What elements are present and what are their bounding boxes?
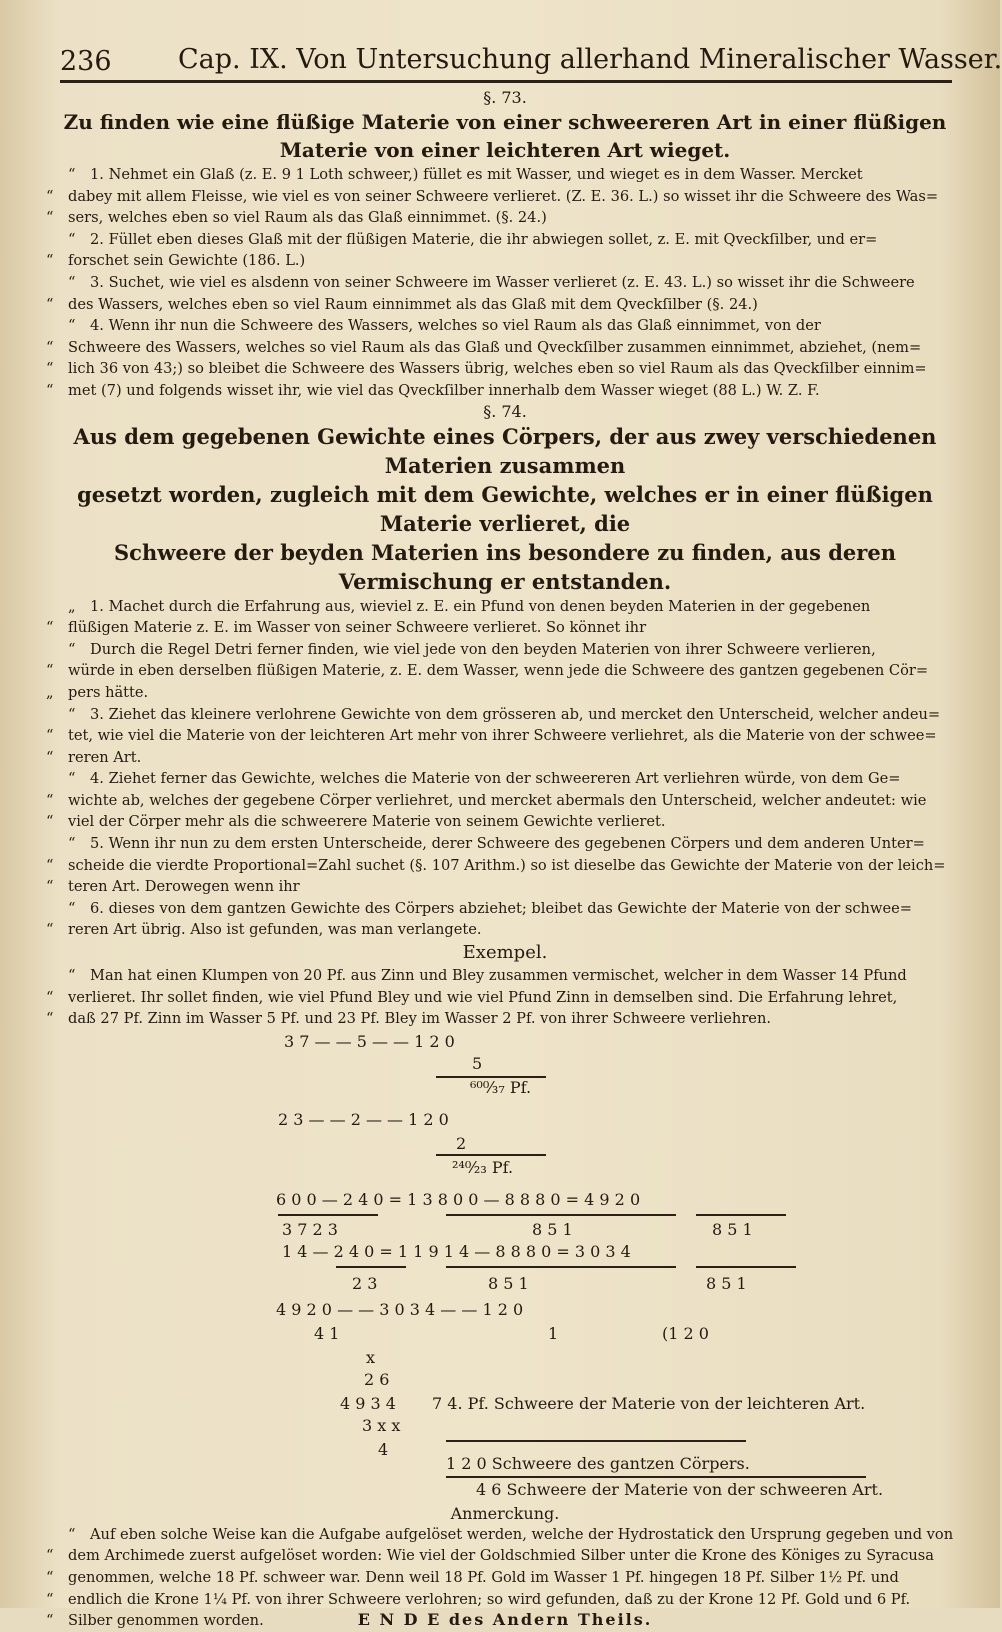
calc-row: 2 6 bbox=[364, 1369, 390, 1389]
fraction-bar bbox=[446, 1476, 866, 1478]
section-73-text bbox=[46, 164, 964, 402]
calc-row: x bbox=[366, 1347, 376, 1367]
fraction-bar bbox=[696, 1266, 796, 1268]
section-74-text bbox=[46, 596, 964, 942]
calc-row: 6 0 0 — 2 4 0 = 1 3 8 0 0 — 8 8 8 0 = 4 9 2 0 bbox=[276, 1189, 641, 1209]
fraction-bar bbox=[446, 1266, 676, 1268]
calc-row: 2 3 bbox=[352, 1273, 378, 1293]
text-line: “ 4. Ziehet ferner das Gewichte, welches die Materie von der schweereren Art verliehren würde, von dem Ge= bbox=[68, 770, 901, 788]
text-line: “ met (7) und folgends wisset ihr, wie viel das Qveckſilber innerhalb dem Wasser wieget (88 L.) W. Z. F. bbox=[46, 381, 820, 399]
fraction-bar bbox=[336, 1266, 406, 1268]
calc-row: (1 2 0 bbox=[662, 1323, 709, 1343]
calc-row: 7 4. Pf. Schweere der Materie von der leichteren Art. bbox=[432, 1393, 866, 1413]
page-body bbox=[46, 88, 964, 1629]
text-line: “ scheide die vierdte Proportional=Zahl suchet (§. 107 Arithm.) so ist dieselbe das Gewichte der Materie von der leich= bbox=[46, 856, 946, 874]
text-line: “ Durch die Regel Detri ferner finden, wie viel jede von den beyden Materien von ihrer Schweere verlieren, bbox=[68, 640, 876, 658]
fraction-bar bbox=[436, 1154, 546, 1156]
section-number-74: §. 74. bbox=[483, 401, 527, 421]
fraction-bar bbox=[278, 1214, 378, 1216]
text-line: “ wichte ab, welches der gegebene Cörper verliehret, und mercket abermals den Unterscheid, welcher andeutet: wie bbox=[46, 791, 927, 809]
calc-row: 4 1 bbox=[314, 1323, 340, 1343]
text-line: “ 1. Nehmet ein Glaß (z. E. 9 1 Loth schweer,) füllet es mit Wasser, und wieget es in dem Wasser. Mercket bbox=[68, 166, 863, 183]
text-line: “ reren Art übrig. Also ist gefunden, was man verlangete. bbox=[46, 921, 482, 939]
section-heading-74-line1: Aus dem gegebenen Gewichte eines Cörpers, der aus zwey verschiedenen Materien zusammen bbox=[73, 423, 937, 478]
text-line: “ 4. Wenn ihr nun die Schweere des Wassers, welches so viel Raum als das Glaß einnimmet, von der bbox=[68, 317, 821, 335]
text-line: “ genommen, welche 18 Pf. schweer war. Denn weil 18 Pf. Gold im Wasser 1 Pf. hingegen 18 Pf. Silber 1½ Pf. und bbox=[46, 1569, 899, 1586]
anmerckung-heading: Anmerckung. bbox=[450, 1503, 560, 1523]
text-line: “ dabey mit allem Fleisse, wie viel es von seiner Schweere verlieret. (Z. E. 36. L.) so wisset ihr die Schweere des Was= bbox=[46, 187, 939, 205]
text-line: “ Auf eben solche Weise kan die Aufgabe aufgelöset werden, welche der Hydrostatick den Ursprung gegeben und von bbox=[68, 1525, 954, 1543]
section-heading-74-line3: Schweere der beyden Materien ins besondere zu finden, aus deren Vermischung er entstanden. bbox=[114, 539, 896, 594]
text-line: “ dem Archimede zuerst aufgelöset worden: Wie viel der Goldschmied Silber unter die Krone des Königes zu Syracusa bbox=[46, 1547, 934, 1565]
text-line: “ 3. Suchet, wie viel es alsdenn von seiner Schweere im Wasser verlieret (z. E. 43. L.) so wisset ihr die Schweere bbox=[68, 273, 915, 291]
calc-row: 4 9 3 4 bbox=[340, 1393, 396, 1413]
fraction-bar bbox=[696, 1214, 786, 1216]
calc-row: ²⁴⁰⁄₂₃ Pf. bbox=[452, 1157, 514, 1177]
text-line: “ Schweere des Wassers, welches so viel Raum als das Glaß und Qveckſilber zusammen einnimmet, abziehet, (nem= bbox=[46, 338, 922, 356]
text-line: “ reren Art. bbox=[46, 748, 142, 766]
calc-row: 3 7 — — 5 — — 1 2 0 bbox=[284, 1031, 455, 1051]
text-line: “ 3. Ziehet das kleinere verlohrene Gewichte von dem grösseren ab, und mercket den Unterscheid, welcher andeu= bbox=[68, 705, 941, 723]
text-line: “ tet, wie viel die Materie von der leichteren Art mehr von ihrer Schweere verliehret, als die Materie von der schwee= bbox=[46, 727, 937, 745]
calc-row: 3 x x bbox=[362, 1415, 401, 1435]
fraction-bar bbox=[446, 1440, 746, 1442]
running-title: Cap. IX. Von Untersuchung allerhand Mineralischer Wasser. bbox=[178, 44, 1002, 75]
calc-row: 4 9 2 0 — — 3 0 3 4 — — 1 2 0 bbox=[276, 1299, 524, 1319]
text-line: „ 1. Machet durch die Erfahrung aus, wieviel z. E. ein Pfund von denen beyden Materien in der gegebenen bbox=[68, 597, 871, 615]
text-line: “ endlich die Krone 1¼ Pf. von ihrer Schweere verlohren; so wird gefunden, daß zu der Krone 12 Pf. Gold und 6 Pf. bbox=[46, 1590, 911, 1608]
text-line: “ flüßigen Materie z. E. im Wasser von seiner Schweere verlieret. So könnet ihr bbox=[46, 619, 647, 637]
text-line: “ lich 36 von 43;) so bleibet die Schweere des Wassers übrig, welches eben so viel Raum als das Qveckſilber einnim= bbox=[46, 360, 927, 378]
text-line: “ viel der Cörper mehr als die schweerere Materie von seinem Gewichte verlieret. bbox=[46, 813, 666, 831]
calculation-block bbox=[46, 1030, 964, 1500]
section-number-73: §. 73. bbox=[483, 88, 527, 107]
page-number: 236 bbox=[60, 46, 112, 77]
fraction-bar bbox=[446, 1214, 676, 1216]
text-line: “ 6. dieses von dem gantzen Gewichte des Cörpers abziehet; bleibet das Gewichte der Materie von der schwee= bbox=[68, 899, 912, 917]
anmerckung-text bbox=[46, 1524, 964, 1632]
calc-row: 5 bbox=[472, 1053, 483, 1073]
text-line: “ Man hat einen Klumpen von 20 Pf. aus Zinn und Bley zusammen vermischet, welcher in dem Wasser 14 Pfund bbox=[68, 967, 907, 985]
page-header bbox=[60, 42, 1002, 82]
calc-row: 8 5 1 bbox=[532, 1219, 573, 1239]
calc-row: 2 3 — — 2 — — 1 2 0 bbox=[278, 1109, 449, 1129]
calc-row: 8 5 1 bbox=[488, 1273, 529, 1293]
text-line: “ 5. Wenn ihr nun zu dem ersten Unterscheide, derer Schweere des gegebenen Cörpers und dem anderen Unter= bbox=[68, 835, 925, 853]
text-line: “ daß 27 Pf. Zinn im Wasser 5 Pf. und 23 Pf. Bley im Wasser 2 Pf. von ihrer Schweere verliehren. bbox=[46, 1010, 771, 1028]
text-line: “ forschet sein Gewichte (186. L.) bbox=[46, 252, 306, 270]
text-line: “ des Wassers, welches eben so viel Raum einnimmet als das Glaß mit dem Qveckſilber (§. 24.) bbox=[46, 295, 758, 313]
calc-row: 4 bbox=[378, 1439, 389, 1459]
calc-row: 8 5 1 bbox=[706, 1273, 747, 1293]
text-line: “ würde in eben derselben flüßigen Materie, z. E. dem Wasser, wenn jede die Schweere des gantzen gegebenen Cör= bbox=[46, 662, 929, 680]
calc-row: 1 bbox=[548, 1323, 559, 1343]
text-line: “ sers, welches eben so viel Raum als das Glaß einnimmet. (§. 24.) bbox=[46, 209, 547, 227]
text-line: „ pers hätte. bbox=[46, 683, 149, 701]
text-line: “ 2. Füllet eben dieses Glaß mit der flüßigen Materie, die ihr abwiegen sollet, z. E. mit Qveckſilber, und er= bbox=[68, 230, 878, 248]
section-heading-73-line1: Zu finden wie eine flüßige Materie von einer schweereren Art in einer flüßigen bbox=[63, 110, 947, 134]
exempel-heading: Exempel. bbox=[462, 942, 548, 964]
calc-row: 8 5 1 bbox=[712, 1219, 753, 1239]
text-line: “ Silber genommen worden. bbox=[46, 1612, 264, 1630]
section-heading-74-line2: gesetzt worden, zugleich mit dem Gewichte, welches er in einer flüßigen Materie verlieret, die bbox=[77, 481, 933, 536]
calc-row: 2 bbox=[456, 1133, 467, 1153]
calc-row: 4 6 Schweere der Materie von der schweeren Art. bbox=[476, 1479, 884, 1499]
calc-row: 1 4 — 2 4 0 = 1 1 9 1 4 — 8 8 8 0 = 3 0 3 4 bbox=[282, 1241, 631, 1261]
header-rule bbox=[60, 80, 952, 83]
exempel-text bbox=[46, 965, 964, 1030]
text-line: “ verlieret. Ihr sollet finden, wie viel Pfund Bley und wie viel Pfund Zinn in demselben sind. Die Erfahrung lehret, bbox=[46, 988, 898, 1006]
end-of-part: E N D E des Andern Theils. bbox=[357, 1609, 653, 1629]
calc-row: ⁶⁰⁰⁄₃₇ Pf. bbox=[470, 1077, 532, 1097]
text-line: “ teren Art. Derowegen wenn ihr bbox=[46, 878, 300, 896]
calc-row: 1 2 0 Schweere des gantzen Cörpers. bbox=[446, 1453, 750, 1473]
section-heading-73-line2: Materie von einer leichteren Art wieget. bbox=[279, 138, 731, 162]
calc-row: 3 7 2 3 bbox=[282, 1219, 338, 1239]
